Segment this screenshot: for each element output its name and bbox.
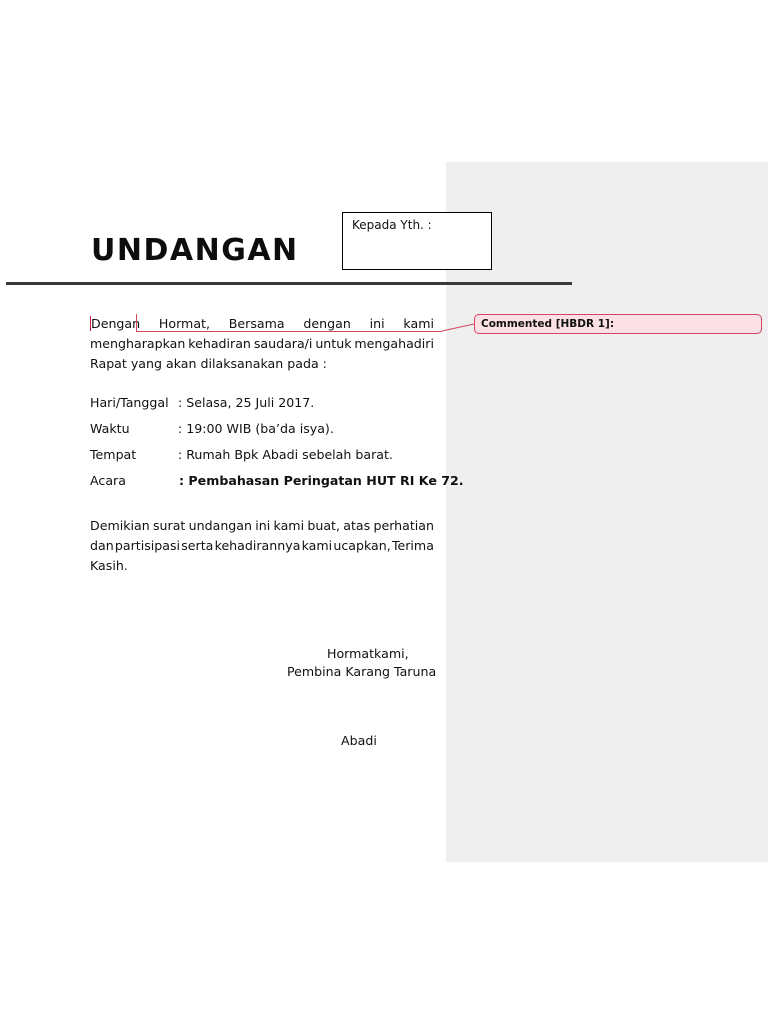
word: kehadiran <box>188 336 251 351</box>
word: serta <box>181 538 214 553</box>
word: mengharapkan <box>90 336 186 351</box>
word: kami <box>273 518 305 533</box>
detail-value: : Pembahasan Peringatan HUT RI Ke 72. <box>179 473 464 488</box>
word: partisipasi <box>114 538 181 553</box>
closing-line-1 <box>90 516 434 536</box>
detail-value: : Rumah Bpk Abadi sebelah barat. <box>178 447 393 462</box>
word: kehadirannya <box>214 538 301 553</box>
word: ini <box>369 316 385 331</box>
detail-label: Acara <box>90 473 126 488</box>
comment-anchor-bracket[interactable] <box>136 314 442 332</box>
closing-line-2 <box>90 536 434 556</box>
closing-paragraph <box>90 516 434 576</box>
signoff-greeting: Hormatkami, <box>327 646 409 661</box>
signoff-organization: Pembina Karang Taruna <box>287 664 437 679</box>
closing-line-3: Kasih. <box>90 558 128 573</box>
opening-line-3: Rapat yang akan dilaksanakan pada : <box>90 356 327 371</box>
word: untuk <box>315 336 352 351</box>
comment-balloon[interactable] <box>474 314 762 334</box>
word: undangan <box>188 518 252 533</box>
detail-label: Hari/Tanggal <box>90 395 169 410</box>
word: Hormat, <box>158 316 210 331</box>
markup-pane <box>446 162 768 862</box>
word: ucapkan, <box>333 538 391 553</box>
word: dan <box>90 538 114 553</box>
word: perhatian <box>373 518 434 533</box>
signer-name: Abadi <box>341 733 377 748</box>
opening-line-2 <box>90 334 434 354</box>
word[interactable]: Dengan <box>90 314 140 334</box>
detail-value: : Selasa, 25 Juli 2017. <box>178 395 315 410</box>
recipient-label: Kepada Yth. : <box>352 218 432 232</box>
word: mengahadiri <box>354 336 434 351</box>
document-title: UNDANGAN <box>91 233 299 268</box>
recipient-box <box>342 212 492 270</box>
word: kami <box>301 538 333 553</box>
comment-header: Commented [HBDR 1]: <box>481 318 615 330</box>
word: Demikian <box>90 518 150 533</box>
word: Bersama <box>228 316 285 331</box>
word: ini <box>255 518 271 533</box>
word: buat, <box>307 518 340 533</box>
title-divider <box>6 282 572 285</box>
word: atas <box>343 518 371 533</box>
word: surat <box>152 518 186 533</box>
detail-value: : 19:00 WIB (ba’da isya). <box>178 421 334 436</box>
detail-label: Tempat <box>90 447 137 462</box>
word: saudara/i <box>253 336 313 351</box>
word: kami <box>403 316 434 331</box>
detail-label: Waktu <box>90 421 130 436</box>
word: dengan <box>303 316 351 331</box>
word: Terima <box>391 538 434 553</box>
